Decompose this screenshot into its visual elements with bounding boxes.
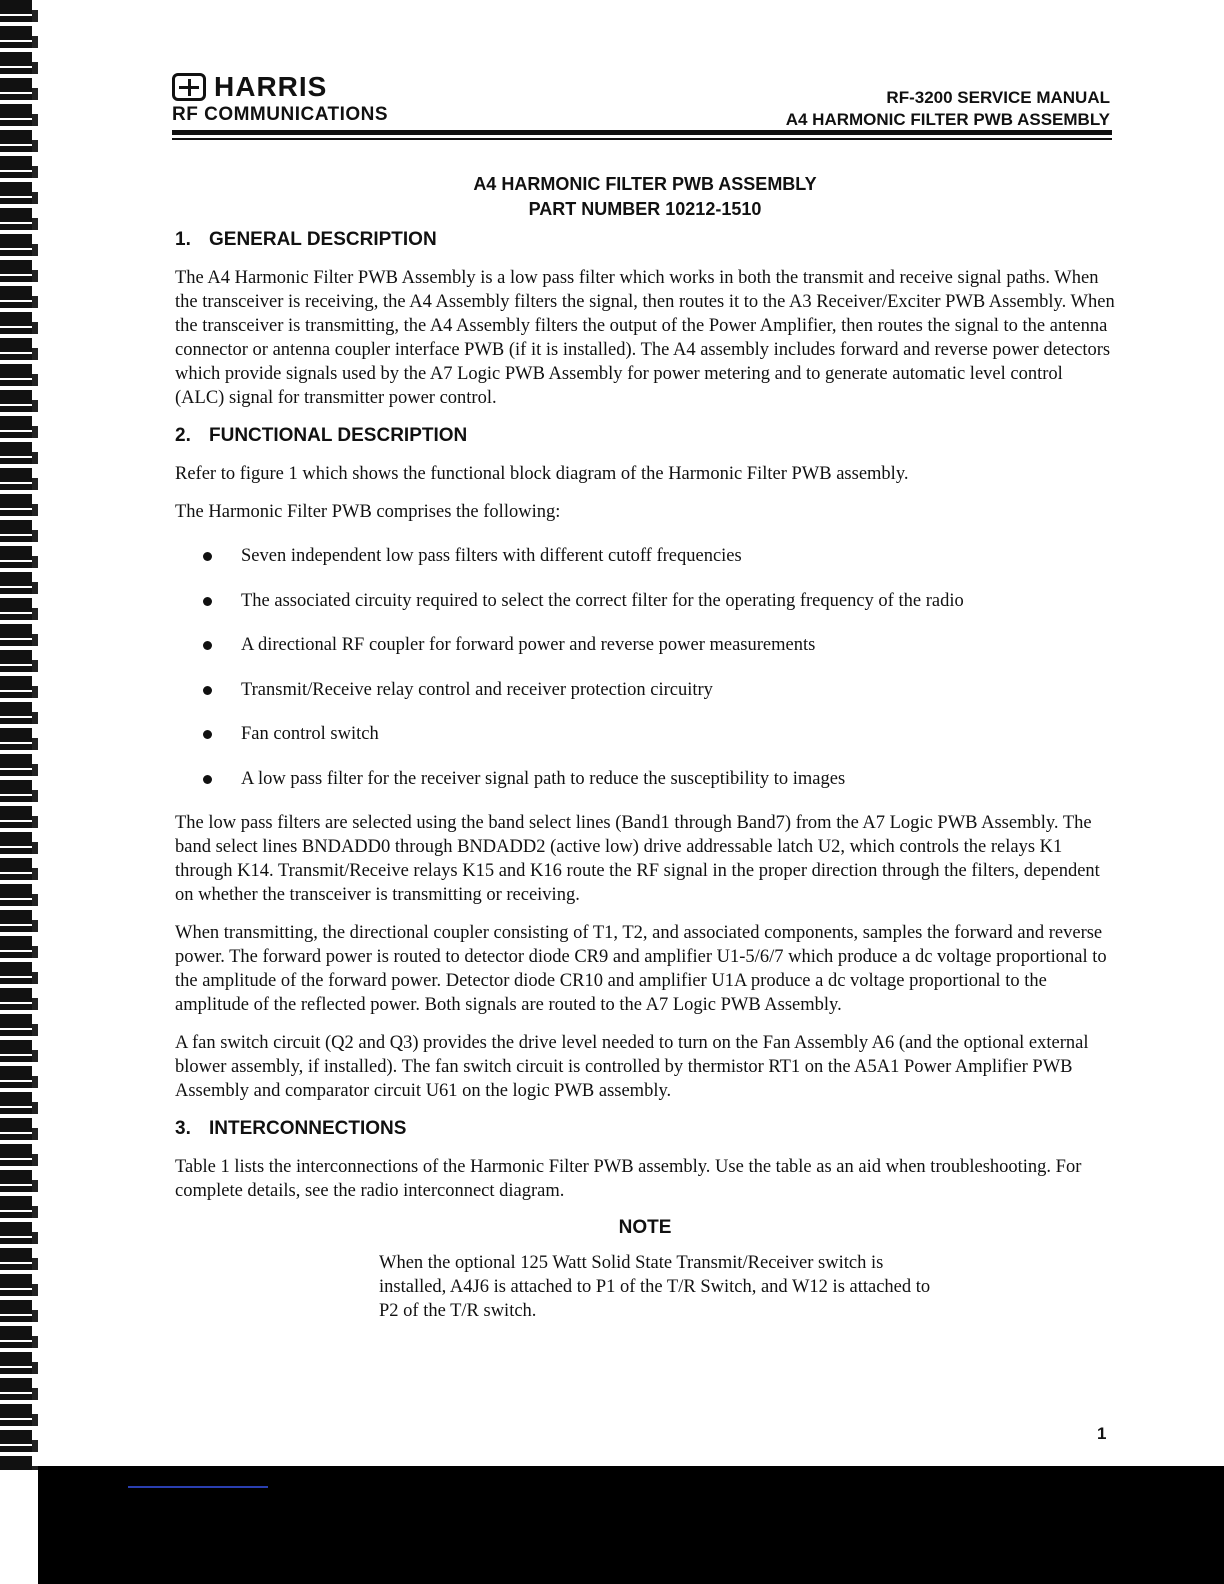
list-item: A directional RF coupler for forward power and reverse power measurements [175,633,1115,657]
running-header [786,87,1110,131]
page-content [175,172,1115,1323]
bullet-icon [203,597,212,606]
list-item: Transmit/Receive relay control and receiver protection circuitry [175,678,1115,702]
list-item: Fan control switch [175,722,1115,746]
section-heading-interconnections [175,1117,1115,1141]
note-title: NOTE [618,1217,672,1238]
scan-bottom-border [38,1466,1224,1584]
section-number: 2. [175,425,191,446]
list-item: The associated circuity required to select the correct filter for the operating frequency of the radio [175,589,1115,613]
section-heading-general [175,228,1115,252]
harris-logo-icon [172,73,206,101]
section-title: FUNCTIONAL DESCRIPTION [209,425,468,446]
scan-artifact-line [128,1486,268,1488]
paragraph: The low pass filters are selected using the band select lines (Band1 through Band7) from the A7 Logic PWB Assembly. The band select lines BNDADD0 through BNDADD2 (active low) drive addressable latch U2, which controls the relays K1 through K14. Transmit/Receive relays K15 and K16 route the RF signal in the proper direction through the filters, dependent on whether the transceiver is transmitting or receiving. [175,813,1100,905]
harris-logo [172,72,388,126]
paragraph: Table 1 lists the interconnections of the Harmonic Filter PWB assembly. Use the table as an aid when troubleshooting. For complete details, see the radio interconnect diagram. [175,1157,1082,1201]
bullet-icon [203,641,212,650]
bullet-icon [203,686,212,695]
section-number: 3. [175,1118,191,1139]
header-rule-thin [172,138,1112,140]
bullet-icon [203,552,212,561]
note-text: When the optional 125 Watt Solid State Transmit/Receiver switch is installed, A4J6 is attached to P1 of the T/R Switch, and W12 is attached to P2 of the T/R switch. [379,1253,931,1321]
paragraph: The A4 Harmonic Filter PWB Assembly is a low pass filter which works in both the transmit and receive signal paths. When the transceiver is receiving, the A4 Assembly filters the signal, then routes it to the A3 Receiver/Exciter PWB Assembly. When the transceiver is transmitting, the A4 Assembly filters the output of the Power Amplifier, then routes the signal to the antenna connector or antenna coupler interface PWB (if it is installed). The A4 assembly includes forward and reverse power detectors which provide signals used by the A7 Logic PWB Assembly for power metering and to generate automatic level control (ALC) signal for transmitter power control. [175,268,1115,408]
component-list [175,544,1115,791]
section-heading-functional [175,424,1115,448]
brand-subtitle: RF COMMUNICATIONS [172,104,389,125]
document-title [175,172,1115,222]
brand-name: HARRIS [214,71,328,102]
list-item: A low pass filter for the receiver signal path to reduce the susceptibility to images [175,767,1115,791]
section-title: INTERCONNECTIONS [209,1118,407,1139]
bullet-icon [203,775,212,784]
page-number: 1 [1097,1424,1107,1443]
bullet-icon [203,730,212,739]
spiral-binding-edge [0,0,34,1470]
assembly-title: A4 HARMONIC FILTER PWB ASSEMBLY [473,174,817,194]
section-title: GENERAL DESCRIPTION [209,229,437,250]
paragraph: Refer to figure 1 which shows the functional block diagram of the Harmonic Filter PWB assembly. [175,464,909,484]
part-number: PART NUMBER 10212-1510 [528,199,762,219]
paragraph: A fan switch circuit (Q2 and Q3) provides the drive level needed to turn on the Fan Assembly A6 (and the optional external blower assembly, if installed). The fan switch circuit is controlled by thermistor RT1 on the A5A1 Power Amplifier PWB Assembly and comparator circuit U61 on the logic PWB assembly. [175,1033,1089,1101]
manual-title: RF-3200 SERVICE MANUAL [886,88,1110,107]
section-number: 1. [175,229,191,250]
header-section-title: A4 HARMONIC FILTER PWB ASSEMBLY [785,110,1110,129]
header-rule-thick [172,130,1112,135]
paragraph: The Harmonic Filter PWB comprises the following: [175,502,561,522]
list-item: Seven independent low pass filters with different cutoff frequencies [175,544,1115,568]
paragraph: When transmitting, the directional coupler consisting of T1, T2, and associated components, samples the forward and reverse power. The forward power is routed to detector diode CR9 and amplifier U1-5/6/7 which produce a dc voltage proportional to the amplitude of the forward power. Detector diode CR10 and amplifier U1A produce a dc voltage proportional to the amplitude of the reflected power. Both signals are routed to the A7 Logic PWB Assembly. [175,923,1107,1015]
